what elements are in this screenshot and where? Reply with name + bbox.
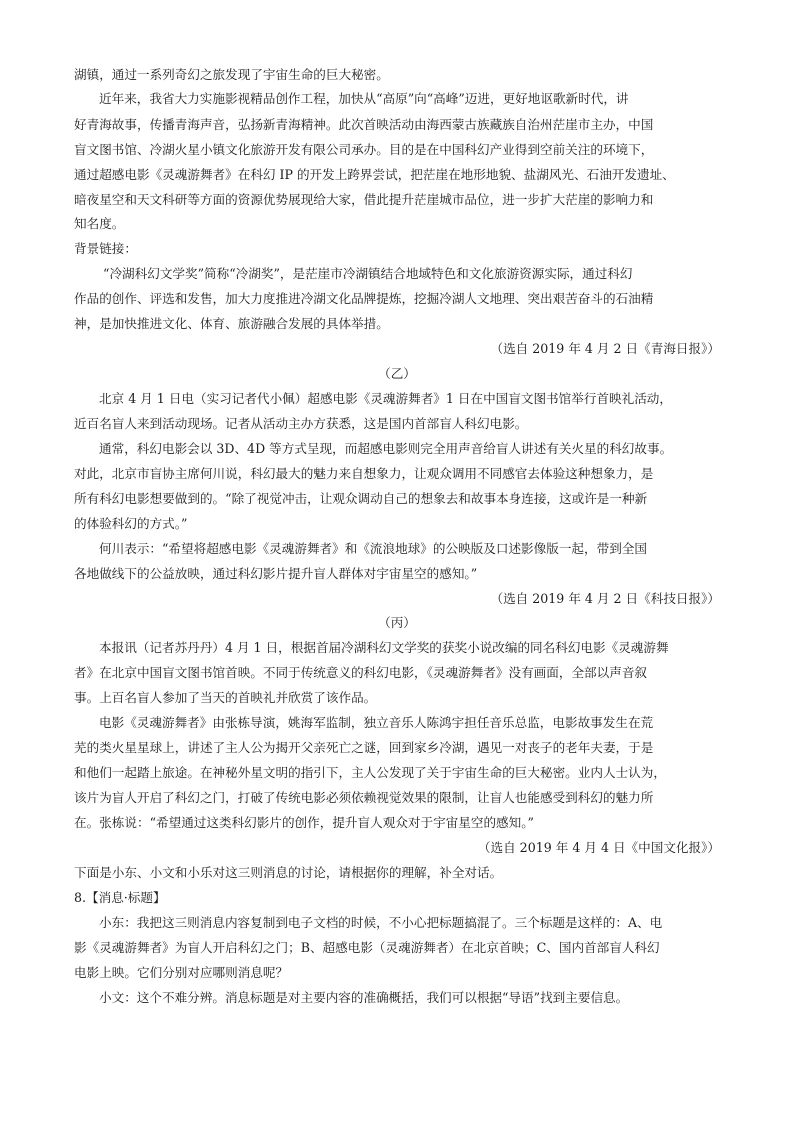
text-line: 影《灵魂游舞者》为盲人开启科幻之门；B、超感电影（灵魂游舞者）在北京首映；C、国内首部盲人科幻 [74, 940, 660, 955]
source-citation: （选自 2019 年 4 月 2 日《青海日报》） [490, 341, 720, 356]
text-line: 和他们一起踏上旅途。在神秘外星文明的指引下，主人公发现了关于宇宙生命的巨大秘密。业内人士认为， [74, 765, 666, 780]
paragraph-line: 小东：我把这三则消息内容复制到电子文档的时候，不小心把标题搞混了。三个标题是这样的：A、电 [99, 915, 663, 930]
question-heading: 8.【消息·标题】 [74, 890, 166, 905]
text-line: 电影上映。它们分别对应哪则消息呢？ [74, 965, 289, 980]
source-citation: （选自 2019 年 4 月 4 日《中国文化报》） [477, 840, 720, 855]
text-line: 者》在北京中国盲文图书馆首映。不同于传统意义的科幻电影，《灵魂游舞者》没有画面，全部以声音叙 [74, 665, 648, 680]
text-line: 暗夜星空和天文科研等方面的资源优势展现给大家，借此提升茫崖城市品位，进一步扩大茫崖的影响力和 [74, 192, 654, 207]
text-line: 该片为盲人开启了科幻之门，打破了传统电影必须依赖视觉效果的限制，让盲人也能感受到科幻的魅力所 [74, 790, 654, 805]
source-citation: （选自 2019 年 4 月 2 日《科技日报》） [490, 591, 720, 606]
paragraph-line: 北京 4 月 1 日电（实习记者代小佩）超感电影《灵魂游舞者》1 日在中国盲文图书馆举行首映礼活动， [99, 391, 672, 406]
paragraph-line: 近年来，我省大力实施影视精品创作工程，加快从“高原”向“高峰”迈进，更好地讴歌新时代，讲 [99, 91, 629, 106]
paragraph-line: 小文：这个不难分辨。消息标题是对主要内容的准确概括，我们可以根据“导语”找到主要信息。 [99, 990, 629, 1005]
text-line: 盲文图书馆、冷湖火星小镇文化旅游开发有限公司承办。目的是在中国科幻产业得到空前关注的环境下， [74, 142, 654, 157]
text-line: 近百名盲人来到活动现场。记者从活动主办方获悉，这是国内首部盲人科幻电影。 [74, 416, 528, 431]
text-line: 芜的类火星星球上，讲述了主人公为揭开父亲死亡之谜，回到家乡冷湖，遇见一对丧子的老年夫妻，于是 [74, 740, 654, 755]
section-heading: （乙） [378, 366, 416, 381]
text-line: 神，是加快推进文化、体育、旅游融合发展的具体举措。 [74, 316, 389, 331]
section-heading: （丙） [378, 615, 416, 630]
text-line: 知名度。 [74, 216, 125, 231]
text-line: 通过超感电影《灵魂游舞者》在科幻 IP 的开发上跨界尝试，把茫崖在地形地貌、盐湖风光、石油开发遗址、 [74, 167, 675, 182]
text-line: 事。上百名盲人参加了当天的首映礼并欣赏了该作品。 [74, 690, 377, 705]
paragraph-line: 何川表示：“希望将超感电影《灵魂游舞者》和《流浪地球》的公映版及口述影像版一起，带到全国 [99, 541, 647, 556]
text-line: 在。张栋说：“希望通过这类科幻影片的创作，提升盲人观众对于宇宙星空的感知。” [74, 815, 534, 830]
text-line: 所有科幻电影想要做到的。“除了视觉冲击，让观众调动自己的想象去和故事本身连接，这或许是一种新 [74, 491, 648, 506]
text-line: 对此，北京市盲协主席何川说，科幻最大的魅力来自想象力，让观众调用不同感官去体验这种想象力，是 [74, 466, 654, 481]
text-line: 的体验科幻的方式。” [74, 516, 188, 531]
section-label: 背景链接： [74, 241, 137, 256]
paragraph-line: “冷湖科幻文学奖”简称“冷湖奖”，是茫崖市冷湖镇结合地域特色和文化旅游资源实际，通过科幻 [103, 266, 633, 281]
text-line: 湖镇，通过一系列奇幻之旅发现了宇宙生命的巨大秘密。 [74, 67, 389, 82]
paragraph-line: 本报讯（记者苏丹丹）4 月 1 日，根据首届冷湖科幻文学奖的获奖小说改编的同名科幻电影《灵魂游舞 [99, 640, 669, 655]
paragraph-line: 通常，科幻电影会以 3D、4D 等方式呈现，而超感电影则完全用声音给盲人讲述有关火星的科幻故事。 [99, 441, 673, 456]
text-line: 作品的创作、评选和发售，加大力度推进冷湖文化品牌提炼，挖掘冷湖人文地理、突出艰苦奋斗的石油精 [74, 291, 654, 306]
text-line: 好青海故事，传播青海声音，弘扬新青海精神。此次首映活动由海西蒙古族藏族自治州茫崖市主办，中国 [74, 117, 654, 132]
text-line: 各地做线下的公益放映，通过科幻影片提升盲人群体对宇宙星空的感知。” [74, 566, 478, 581]
paragraph-line: 电影《灵魂游舞者》由张栋导演，姚海军监制，独立音乐人陈鸿宇担任音乐总监，电影故事发生在荒 [99, 715, 654, 730]
text-line: 下面是小东、小文和小乐对这三则消息的讨论，请根据你的理解，补全对话。 [74, 865, 503, 880]
